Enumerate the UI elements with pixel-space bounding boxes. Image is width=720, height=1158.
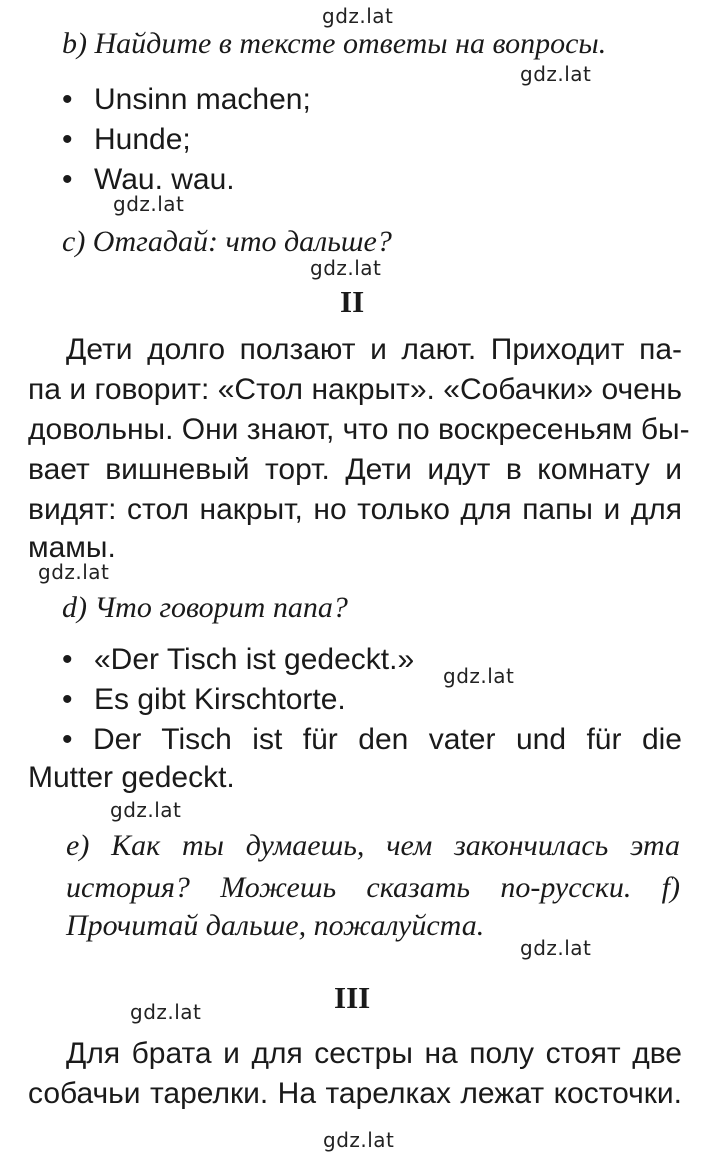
list-item-text: Der Tisch ist für den vater und für die xyxy=(93,723,682,756)
task-b-title: b) Найдите в тексте ответы на вопросы. xyxy=(62,27,607,60)
bullet-icon: • xyxy=(62,723,73,756)
watermark: gdz.lat xyxy=(113,192,185,216)
task-e-line: e) Как ты думаешь, чем закончилась эта xyxy=(66,829,680,862)
paragraph-line: мамы. xyxy=(28,531,116,564)
paragraph-line: довольны. Они знают, что по воскресеньям бы- xyxy=(28,413,690,446)
task-f-line: Прочитай дальше, пожалуйста. xyxy=(66,909,485,942)
watermark: gdz.lat xyxy=(520,936,592,960)
bullet-icon: • xyxy=(62,163,73,196)
watermark: gdz.lat xyxy=(130,1000,202,1024)
watermark: gdz.lat xyxy=(310,256,382,280)
watermark: gdz.lat xyxy=(38,560,110,584)
watermark: gdz.lat xyxy=(443,664,515,688)
paragraph-line: собачьи тарелки. На тарелках лежат косточки. xyxy=(28,1077,682,1110)
list-item xyxy=(62,640,414,680)
list-item-text: Unsinn machen; xyxy=(94,83,311,116)
watermark: gdz.lat xyxy=(110,798,182,822)
task-e-line: история? Можешь сказать по-русски. f) xyxy=(66,871,680,904)
list-item xyxy=(62,680,346,720)
list-item xyxy=(62,120,191,160)
list-item xyxy=(62,80,311,120)
bullet-icon: • xyxy=(62,123,73,156)
bullet-icon: • xyxy=(62,83,73,116)
bullet-icon: • xyxy=(62,683,73,716)
task-d-title: d) Что говорит папа? xyxy=(62,591,348,624)
task-c-title: c) Отгадай: что дальше? xyxy=(62,225,392,258)
bullet-icon: • xyxy=(62,643,73,676)
watermark: gdz.lat xyxy=(323,1128,395,1152)
watermark: gdz.lat xyxy=(322,4,394,28)
list-item-text: Hunde; xyxy=(94,123,191,156)
list-item xyxy=(62,720,682,760)
list-item-text: Wau. wau. xyxy=(94,163,235,196)
section-heading: II xyxy=(340,284,365,319)
paragraph-line: Дети долго ползают и лают. Приходит па- xyxy=(66,333,682,366)
paragraph-line: вает вишневый торт. Дети идут в комнату и xyxy=(28,453,682,486)
list-item xyxy=(62,160,235,200)
paragraph-line: видят: стол накрыт, но только для папы и для xyxy=(28,493,682,526)
paragraph-line: па и говорит: «Стол накрыт». «Собачки» очень xyxy=(28,373,682,406)
list-item-text: «Der Tisch ist gedeckt.» xyxy=(94,643,415,676)
watermark: gdz.lat xyxy=(520,62,592,86)
paragraph-line: Для брата и для сестры на полу стоят две xyxy=(66,1037,682,1070)
list-item-continuation: Mutter gedeckt. xyxy=(28,761,235,794)
section-heading: III xyxy=(334,980,371,1015)
list-item-text: Es gibt Kirschtorte. xyxy=(94,683,346,716)
